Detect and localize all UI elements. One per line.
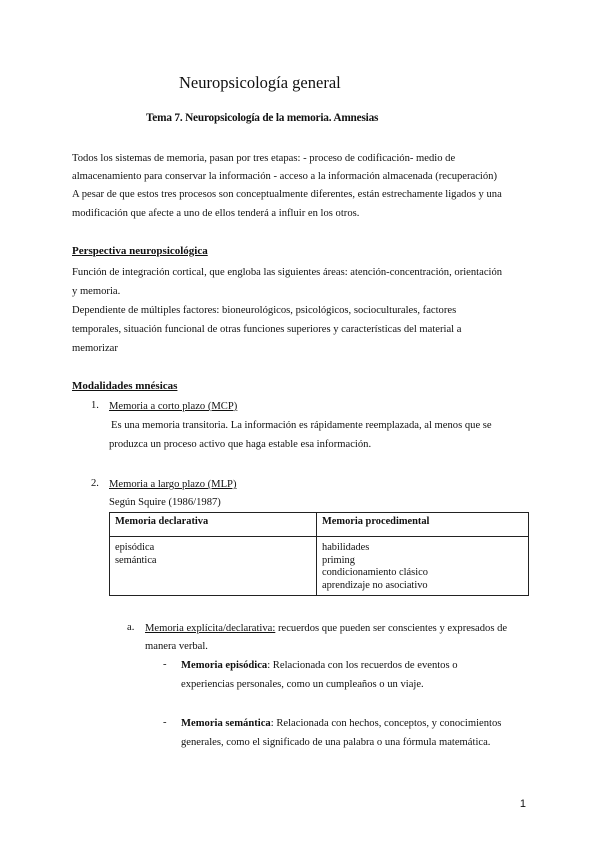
- perspectiva-line-2: y memoria.: [72, 286, 121, 297]
- item-1-number: 1.: [91, 400, 99, 411]
- memory-types-table: [109, 512, 529, 596]
- item-2-number: 2.: [91, 478, 99, 489]
- bullet-dash: -: [163, 659, 167, 670]
- perspectiva-line-1: Función de integración cortical, que engloba las siguientes áreas: atención-concentración, orientación: [72, 267, 503, 278]
- page-number: 1: [519, 798, 526, 810]
- table-cell-item: condicionamiento clásico: [322, 567, 428, 579]
- table-cell-procedimental: [317, 537, 529, 596]
- document-title: Neuropsicología general: [179, 73, 341, 92]
- bullet-2-text: : Relacionada con hechos, conceptos, y conocimientos: [270, 718, 502, 729]
- document-subtitle: Tema 7. Neuropsicología de la memoria. Amnesias: [146, 112, 379, 124]
- intro-line-2: almacenamiento para conservar la información - acceso a la información almacenada (recuperación): [72, 171, 497, 182]
- bullet-dash: -: [163, 717, 167, 728]
- perspectiva-heading: Perspectiva neuropsicológica: [72, 245, 208, 257]
- table-header-declarativa: Memoria declarativa: [110, 513, 317, 537]
- item-1-line-1: Es una memoria transitoria. La información es rápidamente reemplazada, al menos que se: [111, 420, 492, 431]
- table-cell-item: semántica: [115, 554, 157, 566]
- subitem-a-title: Memoria explícita/declarativa:: [145, 623, 276, 634]
- subitem-a-rest: recuerdos que pueden ser conscientes y expresados de: [275, 623, 508, 634]
- item-2-source: Según Squire (1986/1987): [109, 497, 221, 508]
- table-header-procedimental: Memoria procedimental: [317, 513, 529, 537]
- table-cell-item: episódica: [115, 542, 155, 553]
- perspectiva-line-3: Dependiente de múltiples factores: bioneurológicos, psicológicos, socioculturales, factores: [72, 305, 457, 316]
- subitem-a-letter: a.: [127, 622, 135, 633]
- table-header-row: [110, 513, 529, 537]
- bullet-2-line-2: generales, como el significado de una palabra o una fórmula matemática.: [181, 737, 491, 748]
- perspectiva-line-4: temporales, situación funcional de otras funciones superiores y características del material a: [72, 324, 462, 335]
- perspectiva-line-5: memorizar: [72, 343, 118, 354]
- bullet-1-text: : Relacionada con los recuerdos de eventos o: [267, 660, 458, 671]
- table-row: [110, 537, 529, 596]
- table-cell-item: priming: [322, 554, 355, 566]
- modalidades-heading: Modalidades mnésicas: [72, 380, 178, 392]
- bullet-1-term: Memoria episódica: [181, 660, 268, 671]
- intro-line-1: Todos los sistemas de memoria, pasan por tres etapas: - proceso de codificación- medio de: [72, 153, 456, 164]
- intro-line-3: A pesar de que estos tres procesos son conceptualmente diferentes, están estrechamente ligados y una: [72, 189, 502, 200]
- bullet-1-line-2: experiencias personales, como un cumpleaños o un viaje.: [181, 679, 424, 690]
- bullet-1-line-1: [181, 657, 531, 676]
- table-cell-item: aprendizaje no asociativo: [322, 579, 428, 591]
- bullet-2-line-1: [181, 715, 531, 734]
- subitem-a-line-1: [145, 620, 535, 639]
- bullet-2-term: Memoria semántica: [181, 718, 271, 729]
- table-cell-item: habilidades: [322, 542, 370, 553]
- subitem-a-line-2: manera verbal.: [145, 641, 208, 652]
- item-1-title: Memoria a corto plazo (MCP): [109, 401, 238, 412]
- intro-line-4: modificación que afecte a uno de ellos tenderá a influir en los otros.: [72, 208, 360, 219]
- item-2-title: Memoria a largo plazo (MLP): [109, 479, 237, 490]
- table-cell-declarativa: [110, 537, 317, 596]
- item-1-line-2: produzca un proceso activo que haga estable esa información.: [109, 439, 372, 450]
